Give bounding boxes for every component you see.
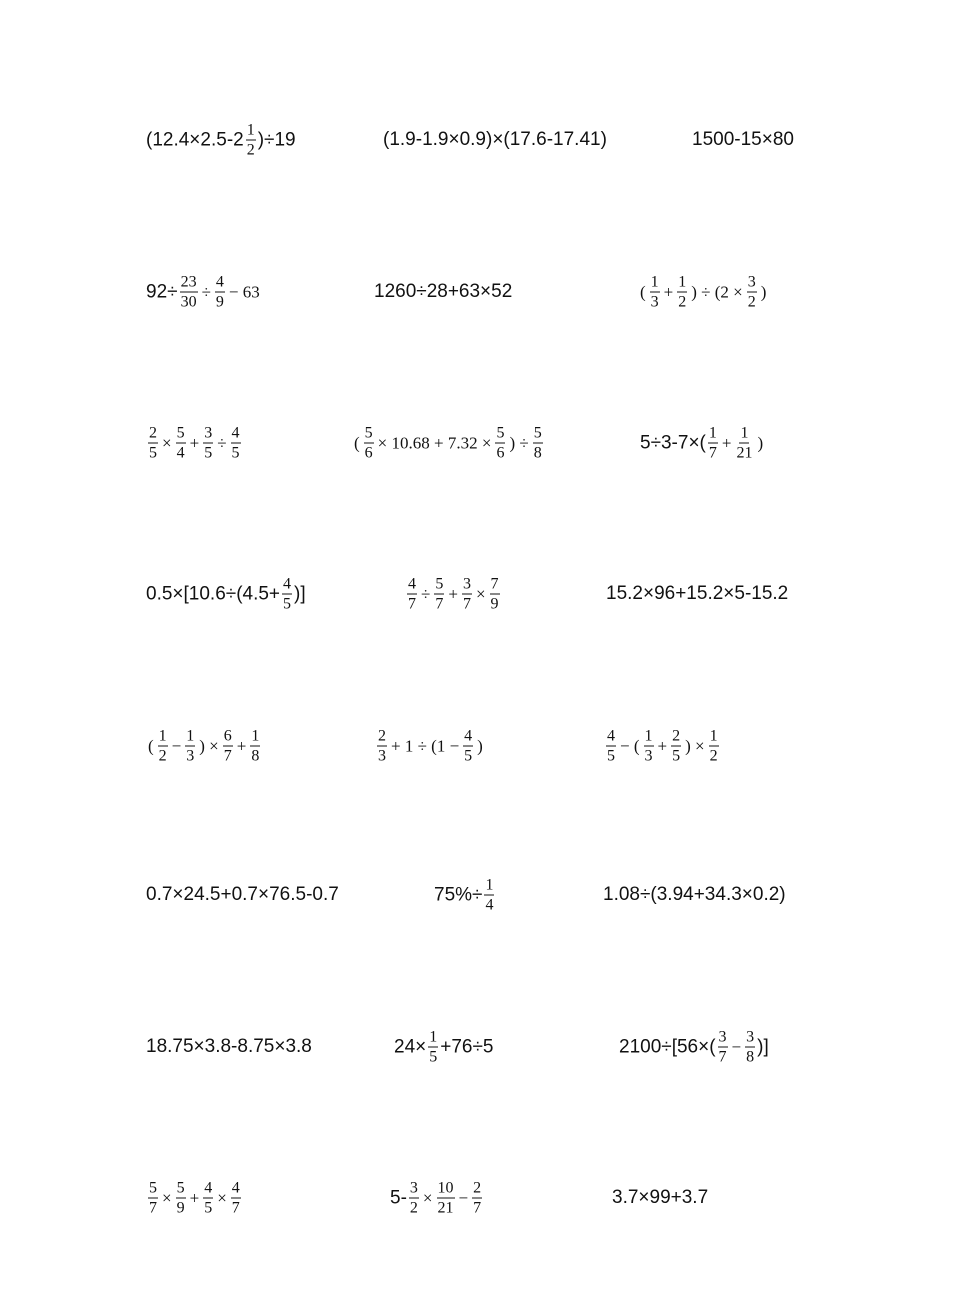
problem-r8-c1: [146, 1180, 243, 1217]
fraction: [718, 1029, 728, 1066]
fraction-numerator: 10: [437, 1179, 454, 1197]
fraction: [745, 1029, 755, 1066]
fraction: [708, 425, 718, 462]
fraction-numerator: 5: [533, 424, 542, 442]
operator-text: ×: [162, 1188, 172, 1207]
problem-r8-c2: [390, 1180, 484, 1217]
fraction: [148, 425, 158, 462]
fraction-denominator: 21: [736, 444, 753, 462]
fraction-numerator: 1: [708, 424, 717, 442]
fraction: [677, 274, 687, 311]
operator-text: + 1 ÷ (1 −: [391, 736, 460, 755]
fraction-denominator: 6: [496, 444, 505, 462]
operator-text: +: [448, 584, 458, 603]
fraction-denominator: 7: [718, 1048, 727, 1066]
operator-text: (: [640, 282, 646, 301]
expression-text: 1260÷28+63×52: [374, 281, 513, 302]
problem-r6-c2: [434, 877, 496, 914]
fraction: [180, 274, 198, 311]
fraction: [364, 425, 374, 462]
fraction: [215, 274, 225, 311]
fraction-numerator: 7: [490, 575, 499, 593]
fraction-numerator: 3: [462, 575, 471, 593]
operator-text: ×: [475, 584, 486, 603]
expression-text: )]: [294, 583, 306, 604]
expression-text: )]: [757, 1036, 769, 1057]
fraction-denominator: 8: [746, 1048, 755, 1066]
fraction-numerator: 2: [473, 1179, 482, 1197]
problem-r1-c1: [146, 122, 296, 159]
operator-text: −: [171, 736, 182, 755]
problem-r5-c1: [146, 728, 262, 765]
fraction: [490, 576, 500, 613]
fraction-numerator: 3: [409, 1179, 418, 1197]
operator-text: × 10.68 + 7.32 ×: [377, 433, 492, 452]
fraction-denominator: 2: [678, 293, 687, 311]
fraction-denominator: 2: [709, 747, 718, 765]
fraction: [484, 877, 494, 914]
fraction-numerator: 3: [746, 1028, 755, 1046]
problem-r7-c1: [146, 1036, 312, 1058]
fraction-denominator: 7: [149, 1199, 157, 1217]
fraction: [409, 1180, 419, 1217]
fraction: [747, 274, 757, 311]
problem-r3-c2: [352, 425, 545, 462]
operator-text: −: [731, 1037, 742, 1056]
fraction-denominator: 8: [533, 444, 542, 462]
fraction: [463, 728, 473, 765]
problem-r3-c3: [640, 425, 765, 462]
expression-text: 92÷: [146, 281, 178, 302]
fraction-denominator: 9: [490, 595, 499, 613]
fraction-denominator: 5: [149, 444, 157, 462]
fraction-denominator: 3: [650, 293, 659, 311]
expression-text: 0.5×[10.6÷(4.5+: [146, 583, 281, 604]
fraction-denominator: 7: [435, 595, 444, 613]
problem-r1-c3: [692, 129, 794, 151]
expression-text: 2100÷[56×(: [619, 1036, 716, 1057]
fraction-denominator: 5: [231, 444, 240, 462]
operator-text: +: [657, 736, 668, 755]
operator-text: +: [663, 282, 674, 301]
fraction-denominator: 2: [409, 1199, 418, 1217]
problem-r5-c3: [604, 728, 721, 765]
problem-r4-c3: [606, 583, 788, 605]
fraction-numerator: 5: [364, 424, 373, 442]
fraction-numerator: 5: [435, 575, 444, 593]
fraction: [231, 1180, 241, 1217]
fraction-denominator: 2: [158, 747, 167, 765]
fraction: [495, 425, 505, 462]
fraction: [377, 728, 387, 765]
fraction-numerator: 1: [251, 727, 260, 745]
fraction: [650, 274, 660, 311]
fraction: [223, 728, 233, 765]
operator-text: +: [236, 736, 247, 755]
fraction-denominator: 5: [204, 444, 213, 462]
expression-text: 3.7×99+3.7: [612, 1187, 709, 1208]
fraction-denominator: 2: [246, 141, 255, 159]
fraction-numerator: 1: [429, 1028, 438, 1046]
problem-r5-c2: [375, 728, 485, 765]
fraction: [185, 728, 195, 765]
fraction-numerator: 4: [607, 727, 615, 745]
fraction-numerator: 1: [644, 727, 653, 745]
problem-r7-c2: [394, 1029, 493, 1066]
problem-r2-c1: [146, 274, 262, 311]
operator-text: −: [458, 1188, 469, 1207]
operator-text: ) ÷ (2 ×: [691, 282, 743, 301]
fraction-numerator: 1: [186, 727, 195, 745]
fraction-denominator: 3: [378, 747, 386, 765]
operator-text: (: [354, 433, 360, 452]
fraction: [158, 728, 168, 765]
fraction-denominator: 7: [708, 444, 717, 462]
fraction: [437, 1180, 455, 1217]
fraction-denominator: 5: [672, 747, 681, 765]
problem-r2-c3: [638, 274, 768, 311]
problem-r4-c2: [405, 576, 502, 613]
fraction: [434, 576, 444, 613]
fraction-numerator: 4: [204, 1179, 213, 1197]
operator-text: ÷: [217, 433, 227, 452]
operator-text: ): [477, 736, 483, 755]
expression-text: 18.75×3.8-8.75×3.8: [146, 1036, 312, 1057]
fraction: [176, 425, 186, 462]
expression-text: (1.9-1.9×0.9)×(17.6-17.41): [383, 129, 607, 150]
fraction-numerator: 3: [204, 424, 213, 442]
expression-text: 75%÷: [434, 884, 483, 905]
fraction-numerator: 4: [283, 575, 292, 593]
operator-text: ) ×: [199, 736, 219, 755]
fraction-denominator: 7: [462, 595, 471, 613]
problem-r2-c2: [374, 281, 512, 303]
problem-r6-c3: [603, 884, 786, 906]
fraction-denominator: 2: [747, 293, 756, 311]
fraction: [250, 728, 260, 765]
expression-text: 0.7×24.5+0.7×76.5-0.7: [146, 884, 339, 905]
fraction: [533, 425, 543, 462]
expression-text: 15.2×96+15.2×5-15.2: [606, 583, 789, 604]
fraction-numerator: 4: [408, 575, 416, 593]
fraction-numerator: 1: [678, 273, 687, 291]
fraction-denominator: 5: [204, 1199, 213, 1217]
fraction: [709, 728, 719, 765]
fraction-numerator: 1: [485, 876, 494, 894]
operator-text: ) ×: [685, 736, 705, 755]
fraction-numerator: 3: [718, 1028, 727, 1046]
operator-text: ×: [162, 433, 172, 452]
fraction-denominator: 5: [464, 747, 473, 765]
problem-r7-c3: [619, 1029, 769, 1066]
operator-text: +: [189, 433, 200, 452]
fraction: [644, 728, 654, 765]
fraction-numerator: 1: [158, 727, 167, 745]
operator-text: − (: [620, 736, 640, 755]
fraction-denominator: 30: [180, 293, 197, 311]
fraction-numerator: 4: [464, 727, 473, 745]
fraction-denominator: 3: [644, 747, 653, 765]
fraction: [203, 425, 213, 462]
operator-text: ): [760, 282, 767, 301]
fraction-numerator: 1: [709, 727, 718, 745]
fraction: [671, 728, 681, 765]
fraction-numerator: 6: [223, 727, 232, 745]
fraction-numerator: 4: [231, 424, 240, 442]
fraction-numerator: 5: [176, 1179, 185, 1197]
problem-r6-c1: [146, 884, 339, 906]
fraction-numerator: 1: [246, 121, 255, 139]
fraction-numerator: 2: [672, 727, 681, 745]
fraction-denominator: 21: [437, 1199, 454, 1217]
fraction-numerator: 4: [215, 273, 224, 291]
fraction: [203, 1180, 213, 1217]
fraction-denominator: 3: [186, 747, 195, 765]
fraction-denominator: 6: [364, 444, 373, 462]
fraction: [246, 122, 256, 159]
fraction-denominator: 8: [251, 747, 260, 765]
expression-text: 1500-15×80: [692, 129, 794, 150]
fraction: [735, 425, 753, 462]
problem-r8-c3: [612, 1187, 708, 1209]
fraction-denominator: 9: [215, 293, 224, 311]
fraction-denominator: 5: [283, 595, 292, 613]
fraction: [176, 1180, 186, 1217]
expression-text: 1.08÷(3.94+34.3×0.2): [603, 884, 786, 905]
expression-text: 5-: [390, 1187, 407, 1208]
fraction-numerator: 5: [149, 1179, 157, 1197]
fraction-denominator: 7: [408, 595, 416, 613]
fraction-denominator: 5: [429, 1048, 438, 1066]
fraction: [231, 425, 241, 462]
operator-text: − 63: [228, 282, 260, 301]
fraction-denominator: 7: [223, 747, 232, 765]
operator-text: ×: [422, 1188, 433, 1207]
expression-text: +76÷5: [440, 1036, 494, 1057]
operator-text: +: [189, 1188, 200, 1207]
problem-r4-c1: [146, 576, 306, 613]
fraction-denominator: 4: [176, 444, 185, 462]
fraction-denominator: 7: [231, 1199, 240, 1217]
problem-r3-c1: [146, 425, 243, 462]
fraction: [407, 576, 417, 613]
fraction-denominator: 7: [473, 1199, 482, 1217]
fraction-numerator: 2: [378, 727, 386, 745]
fraction-numerator: 1: [740, 424, 749, 442]
fraction-numerator: 23: [180, 273, 197, 291]
fraction-denominator: 4: [485, 896, 494, 914]
fraction-numerator: 1: [650, 273, 659, 291]
fraction-denominator: 9: [176, 1199, 185, 1217]
fraction-denominator: 5: [607, 747, 615, 765]
fraction: [282, 576, 292, 613]
problem-r1-c2: [383, 129, 607, 151]
expression-text: )÷19: [257, 129, 296, 150]
fraction-numerator: 5: [496, 424, 505, 442]
fraction-numerator: 4: [231, 1179, 240, 1197]
operator-text: +: [721, 433, 732, 452]
fraction-numerator: 3: [747, 273, 756, 291]
operator-text: ÷: [201, 282, 211, 301]
operator-text: ): [757, 433, 764, 452]
fraction: [606, 728, 616, 765]
fraction-numerator: 2: [149, 424, 157, 442]
fraction: [462, 576, 472, 613]
fraction: [472, 1180, 482, 1217]
expression-text: (12.4×2.5-2: [146, 129, 244, 150]
operator-text: ) ÷: [509, 433, 529, 452]
fraction: [428, 1029, 438, 1066]
fraction-numerator: 5: [176, 424, 185, 442]
expression-text: 5÷3-7×(: [640, 432, 706, 453]
fraction: [148, 1180, 158, 1217]
expression-text: 24×: [394, 1036, 427, 1057]
operator-text: ×: [217, 1188, 227, 1207]
operator-text: (: [148, 736, 154, 755]
operator-text: ÷: [421, 584, 431, 603]
